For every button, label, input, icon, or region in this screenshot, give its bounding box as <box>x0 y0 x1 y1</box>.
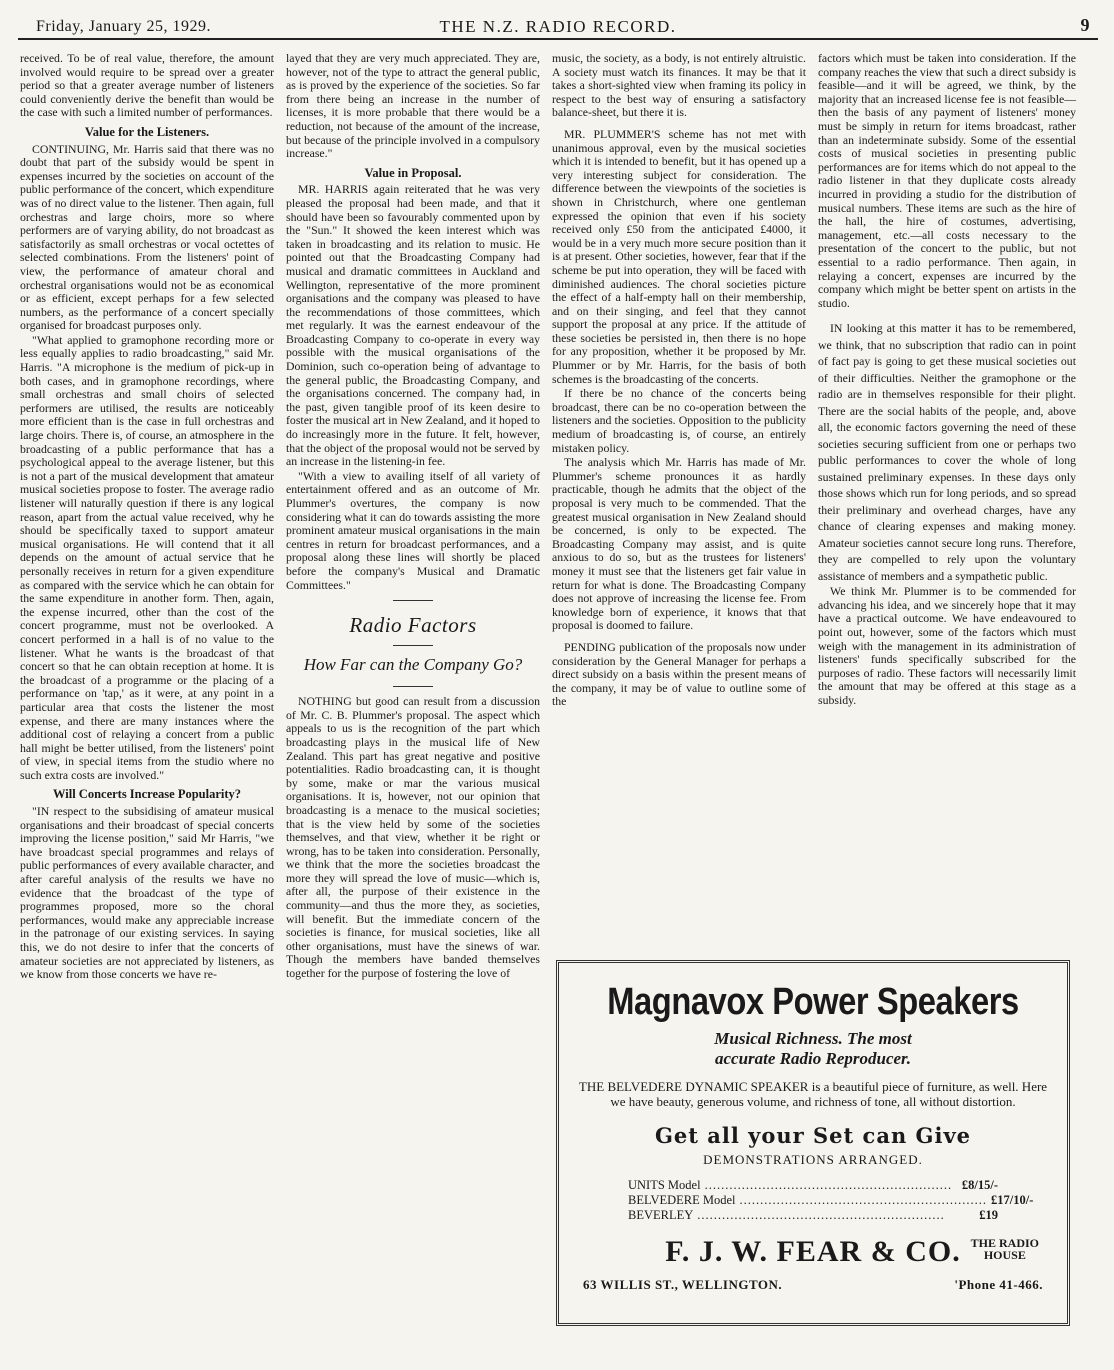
ad-tagline-1: Musical Richness. The most <box>714 1029 912 1048</box>
subheading-concerts-popularity: Will Concerts Increase Popularity? <box>52 787 242 802</box>
paragraph: music, the society, as a body, is not entirely altruistic. A society must watch its finances. It may be that it takes a short-sighted view when framing its policy in respect to the best way of ensuring a satisfactory balance-sheet, but there it is. <box>552 51 806 120</box>
radio-house-line-1: THE RADIO <box>970 1236 1039 1250</box>
paragraph: factors which must be taken into consideration. If the company reaches the view that such a direct subsidy is feasible—and it will be agreed, we think, by the majority that an increased license fee is not feasible—then the basis of any payment of listeners' money must be simply in return for items broadcast, rather than an indeterminate subsidy. Some of the essential costs of musical societies in presenting public performances are for items which do not appeal to the radio listener in that they duplicate costs already incurred in providing a studio for the distribution of musical numbers. These items are such as the hire of the hall, the hire of costumes, advertising, management, etc.—all costs necessary to the presentation of the concert to the public, but not essential to a radio performance. Then again, in relaying a concert, expenses are incurred by the company which might be better spent on artists in the studio. <box>818 51 1076 310</box>
ad-address: 63 WILLIS ST., WELLINGTON. <box>583 1277 783 1292</box>
paragraph: IN looking at this matter it has to be remembered, we think, that no subscription that radio can in point of fact pay is going to get these musical societies out of their difficulties. Neither the gramophone or the radio are in themselves responsible for their plight. There are the social habits of the people, and, above all, the economic factors governing the need of these societies securing sufficient from one or perhaps two public performances to cover the whole of long sustained preliminary expenses. In these days only those shows which run for long periods, and so spread their preliminary and overhead charges, have any chance of clearing expenses and making money. Amateur societies cannot secure long runs. Therefore, they are compelled to rely upon the voluntary assistance of members and a sympathetic public. <box>818 321 1076 583</box>
paragraph: PENDING publication of the proposals now under consideration by the General Manager for perhaps a direct subsidy on a basis within the present means of the company, it may be of value to outline some of the <box>552 639 806 709</box>
column-4 <box>818 52 1076 932</box>
page-number: 9 <box>1080 15 1090 35</box>
price-value: £8/15/- <box>961 1178 998 1192</box>
ad-tagline-2: accurate Radio Reproducer. <box>715 1049 911 1068</box>
column-2 <box>286 52 540 1362</box>
paragraph: "What applied to gramophone recording more or less equally applies to radio broadcasting," said Mr. Harris. "A microphone is the medium of pick-up in both cases, and in gramophone recordings, where small orchestras and small choirs of selected performers are utilised, the results are noticeably more efficient than is the case in full orchestras and large choirs. There is, of course, an atmosphere in the broadcasting of a public performance that has a psychological appeal to the average listener, but this is not a part of the musical development that amateur musical societies propose to foster. The average radio listener will naturally question if there is any logical reason, apart from the actual value received, why he should be specifically taxed to support amateur musical organisations. He will contend that it all depends on the amount of actual service that he personally receives in return for a given expenditure as compared with the service which he can obtain for the same expenditure in another form. Then, again, the expense incurred, other than the cost of the concert programme, must not be overlooked. A concert performed in a hall is of no value to the listener. What he wants is the broadcast of that concert so that he can obtain reception at home. It is the broadcast of a programme or the placing of a performance on 'tap,' as it were, at any point in a particular area that costs the listener the most expense, and there are many instances where the additional cost of relaying a concert from a public hall might be better utilised, from the listeners' point of view, in special items from the studio where no such extra costs are involved." <box>20 332 274 782</box>
paragraph: We think Mr. Plummer is to be commended for advancing his idea, and we sincerely hope that it may have a practical outcome. We have endeavoured to point out, however, some of the factors which must weigh with the management in its administration of listeners' funds specifically subscribed for the purposes of radio. These factors will necessarily limit the amount that may be offered at this stage as a subsidy. <box>818 584 1076 708</box>
leader-dots: ............................................................ <box>739 1193 988 1207</box>
ad-brand-headline: Magnavox Power Speakers <box>607 981 1019 1023</box>
paragraph: If there be no chance of the concerts being broadcast, there can be no co-operation between the listeners and the societies. Opposition to the publicity medium of broadcasting is, of course, an entirely mistaken policy. <box>552 386 806 455</box>
paragraph: MR. PLUMMER'S scheme has not met with unanimous approval, even by the musical societies which it is intended to benefit, but it has opened up a very interesting subject for consideration. The difference between the viewpoints of the societies is shown in Christchurch, where one gentleman expressed the opinion that even if his society received only £50 from the anticipated £4000, it would be in a very much more secure position than it is at present. Other societies, however, fear that if the scheme be put into operation, they will be faced with diminished audiences. The choral societies picture the effect of a half-empty hall on their membership, and on their singing, and feel that they cannot support the proposal at any price. If the attitude of these societies be persisted in, then there is no hope for any proposition, whether it be proposed by Mr. Plummer or by Mr. Harris, for the basis of both schemes is the broadcasting of the concerts. <box>552 126 806 386</box>
divider <box>393 645 433 646</box>
column-3 <box>552 52 806 932</box>
ad-phone: 'Phone 41-466. <box>954 1277 1043 1292</box>
masthead <box>18 12 1098 40</box>
price-row <box>628 1193 1034 1208</box>
price-row <box>628 1208 998 1223</box>
paragraph: "IN respect to the subsidising of amateur musical organisations and their broadcast of special concerts improving the license position," said Mr Harris, "we have broadcast special programmes and relays of public performances of every available character, and after careful analysis of the results we have no evidence that the broadcast of the type of programmes proposed, more so the choral performances, would make any appreciable increase in the patronage of our existing services. In saying this, we do not desire to infer that the concerts of amateur societies are not appreciated by listeners, as we know from those concerts we have re- <box>20 804 274 982</box>
price-model-name: BEVERLEY <box>628 1208 694 1222</box>
column-1 <box>20 52 274 1362</box>
ad-address-line <box>583 1277 1043 1293</box>
leader-dots: ............................................................ <box>704 1178 953 1192</box>
price-value: £19 <box>979 1208 998 1222</box>
newspaper-title: THE N.Z. RADIO RECORD. <box>439 17 677 36</box>
article-title: Radio Factors <box>349 613 477 638</box>
price-value: £17/10/- <box>991 1193 1034 1207</box>
divider <box>393 600 433 601</box>
price-model-name: UNITS Model <box>628 1178 701 1192</box>
ad-demonstrations: DEMONSTRATIONS ARRANGED. <box>703 1152 923 1167</box>
paragraph: received. To be of real value, therefore, the amount involved would require to be spread over a greater period so that a greater average number of listeners could conveniently derive the benefit than would be the case with such a limited number of performances. <box>20 51 274 120</box>
paragraph: "With a view to availing itself of all variety of entertainment offered and as an outcome of Mr. Plummer's overtures, the company is now considering what it can do towards assisting the more prominent amateur musical organisations in the main centres in return for broadcast performances, and a proposal along these lines will shortly be placed before the company's Musical and Dramatic Committees." <box>286 468 540 592</box>
paragraph: NOTHING but good can result from a discussion of Mr. C. B. Plummer's proposal. The aspect which appeals to us is the recognition of the part which broadcasting plays in the musical life of New Zealand. This part has great negative and positive potentialities. Radio broadcasting can, it is thought by some, make or mar the various musical organisations. It is, however, not our opinion that broadcasting is a menace to the musical societies; that is the view held by some of the societies themselves, and that view, whether it be right or wrong, has to be taken into consideration. Personally, we think that the more the societies broadcast the more they will spread the love of music—which is, after all, the purpose of their existence in the community—and thus the more they, as societies, will benefit. But the immediate concern of the societies is finance, for musical societies, like all other organisations, must have the sinews of war. Though the members have banded themselves together for the purpose of fostering the love of <box>286 694 540 981</box>
issue-date: Friday, January 25, 1929. <box>36 18 211 35</box>
radio-house-line-2: HOUSE <box>983 1248 1026 1262</box>
company-name-text: F. J. W. FEAR & CO. <box>665 1235 961 1268</box>
paragraph: layed that they are very much appreciated. They are, however, not of the type to attract the general public, as is proved by the experience of the societies. So far from there being an increase in the number of licenses, it is more probable that there would be a reduction, not because of the amount of the increase, but because of the principle involved in a compulsory increase." <box>286 51 540 161</box>
paragraph: The analysis which Mr. Harris has made of Mr. Plummer's scheme pronounces it as hardly practicable, though he admits that the object of the proposal is very much to be commended. That the greatest musical organisation in New Zealand should be concerned, is only to be expected. The Broadcasting Company may assist, and is quite anxious to do so, but as the trustees for listeners' money it must see that the listeners get fair value in return for what is done. The Broadcasting Company does not approve of increasing the license fee. From knowledge born of experience, it knows that that proposal is doomed to failure. <box>552 455 806 633</box>
leader-dots: ............................................................ <box>697 1208 945 1222</box>
paragraph: MR. HARRIS again reiterated that he was very pleased the proposal had been made, and that it should have been so favourably commented upon by the "Sun." It showed the keen interest which was taken in broadcasting and its relation to music. He pointed out that the Broadcasting Company had musical and dramatic committees in Auckland and Wellington, representative of the more prominent organisations and the company was pleased to have the recommendations of those committees, which met regularly. It was the earnest endeavour of the Broadcasting Company to co-operate in every way possible with the musical organisations of the Dominion, such co-operation being of advantage to the general public, the Broadcasting Company, and the organisations concerned. The company had, in the past, given tangible proof of its keen desire to foster the musical art in New Zealand, and it hoped to do increasingly more in the future. It felt, however, that the object of the proposal would not be served by an increase in the listening-in fee. <box>286 182 540 469</box>
ad-body-text: THE BELVEDERE DYNAMIC SPEAKER is a beautiful piece of furniture, as well. Here we have beauty, generous volume, and richness of tone, all without distortion. <box>578 1079 1048 1109</box>
ad-company-name <box>559 1235 1067 1269</box>
subheading-value-in-proposal: Value in Proposal. <box>364 165 462 180</box>
subheading-value-for-listeners: Value for the Listeners. <box>84 124 210 139</box>
ad-price-list <box>628 1178 1034 1223</box>
divider <box>393 686 433 687</box>
paragraph: CONTINUING, Mr. Harris said that there was no doubt that part of the subsidy would be spent in expenses incurred by the societies on account of the public performance of the concert, which expenditure was of no direct value to the listener. Then again, full orchestras and large choirs, more so where performers are of varying ability, do not broadcast as satisfactorily as small orchestras or vocal octettes of selected combinations. From the listeners' point of view, the performance of amateur choral and orchestral organisations would not be as economical or as efficient, except perhaps for a few selected numbers, as the performance of a concert specially organised for broadcast purposes only. <box>20 141 274 333</box>
article-subtitle: How Far can the Company Go? <box>303 655 523 675</box>
price-row <box>628 1178 998 1193</box>
radio-house-label <box>971 1237 1039 1261</box>
magnavox-advertisement <box>556 960 1070 1326</box>
ad-call-to-action: Get all your Set can Give <box>654 1123 972 1148</box>
price-model-name: BELVEDERE Model <box>628 1193 736 1207</box>
